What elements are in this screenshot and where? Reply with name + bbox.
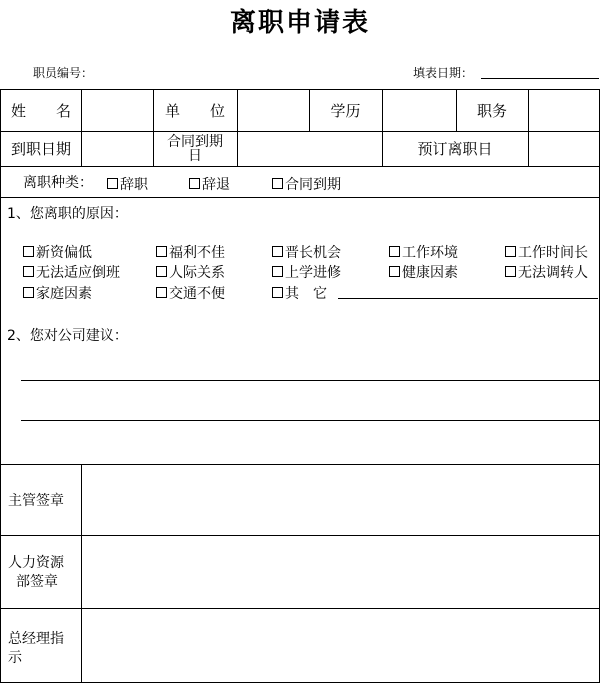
contract-end-label: 合同到期日 <box>167 133 223 164</box>
hr-signature-field[interactable] <box>83 537 597 607</box>
reason-option[interactable]: 交通不便 <box>156 283 225 303</box>
row-divider <box>1 608 599 609</box>
join-date-label: 到职日期 <box>10 140 71 158</box>
unit-field[interactable] <box>241 100 309 124</box>
education-label: 学历 <box>330 102 361 120</box>
checkbox-icon <box>107 178 118 189</box>
row-divider <box>1 535 599 536</box>
checkbox-icon <box>156 266 167 277</box>
unit-label: 单 位 <box>164 102 225 120</box>
suggestions-heading: 2、您对公司建议： <box>7 328 128 344</box>
reason-option[interactable]: 健康因素 <box>389 262 458 282</box>
checkbox-icon <box>505 246 516 257</box>
checkbox-icon <box>389 266 400 277</box>
suggestion-line[interactable] <box>21 380 599 381</box>
resignation-form <box>0 89 600 683</box>
supervisor-label: 主管签章 <box>8 493 64 509</box>
reason-option[interactable]: 无法调转人 <box>505 262 588 282</box>
checkbox-icon <box>156 287 167 298</box>
reason-option[interactable]: 晋长机会 <box>272 242 341 262</box>
checkbox-icon <box>189 178 200 189</box>
checkbox-icon <box>156 246 167 257</box>
reason-option[interactable]: 福利不佳 <box>156 242 225 262</box>
col-divider <box>81 131 82 166</box>
reason-option[interactable]: 人际关系 <box>156 262 225 282</box>
checkbox-icon <box>23 266 34 277</box>
row-divider <box>1 464 599 465</box>
col-divider <box>81 464 82 682</box>
other-reason-line[interactable] <box>338 298 598 299</box>
fill-date-field[interactable] <box>481 78 599 79</box>
join-date-field[interactable] <box>85 138 153 162</box>
checkbox-icon <box>272 246 283 257</box>
checkbox-icon <box>272 178 283 189</box>
name-label: 姓 名 <box>10 102 71 120</box>
position-label: 职务 <box>476 102 507 120</box>
suggestion-line[interactable] <box>21 420 599 421</box>
leave-type-label: 离职种类： <box>23 174 93 191</box>
reasons-heading: 1、您离职的原因： <box>7 206 128 222</box>
fill-date-label: 填表日期： <box>413 66 474 80</box>
reason-option[interactable]: 新资偏低 <box>23 242 92 262</box>
leave-type-dismissed[interactable]: 辞退 <box>189 174 230 194</box>
contract-end-field[interactable] <box>241 138 382 162</box>
reason-option[interactable]: 工作环境 <box>389 242 458 262</box>
gm-instruction-field[interactable] <box>83 610 597 680</box>
name-field[interactable] <box>85 100 153 124</box>
reason-option-other[interactable]: 其 它 <box>272 283 327 303</box>
col-divider <box>81 90 82 131</box>
gm-label: 总经理指 示 <box>8 631 64 666</box>
checkbox-icon <box>272 266 283 277</box>
row-divider <box>1 197 599 198</box>
checkbox-icon <box>389 246 400 257</box>
col-divider <box>237 90 238 166</box>
leave-type-contract-end[interactable]: 合同到期 <box>272 174 341 194</box>
checkbox-icon <box>272 287 283 298</box>
education-field[interactable] <box>386 100 456 124</box>
supervisor-signature-field[interactable] <box>83 466 597 534</box>
checkbox-icon <box>505 266 516 277</box>
employee-no-label: 职员编号： <box>33 66 94 80</box>
checkbox-icon <box>23 246 34 257</box>
reason-option[interactable]: 家庭因素 <box>23 283 92 303</box>
hr-label: 人力资源 部签章 <box>8 555 64 590</box>
leave-type-resign[interactable]: 辞职 <box>107 174 148 194</box>
form-title: 离职申请表 <box>229 8 370 38</box>
reason-option[interactable]: 无法适应倒班 <box>23 262 120 282</box>
reason-option[interactable]: 工作时间长 <box>505 242 588 262</box>
checkbox-icon <box>23 287 34 298</box>
planned-leave-field[interactable] <box>532 138 600 162</box>
col-divider <box>528 90 529 166</box>
position-field[interactable] <box>532 100 600 124</box>
reason-option[interactable]: 上学进修 <box>272 262 341 282</box>
planned-leave-label: 预订离职日 <box>417 140 493 158</box>
